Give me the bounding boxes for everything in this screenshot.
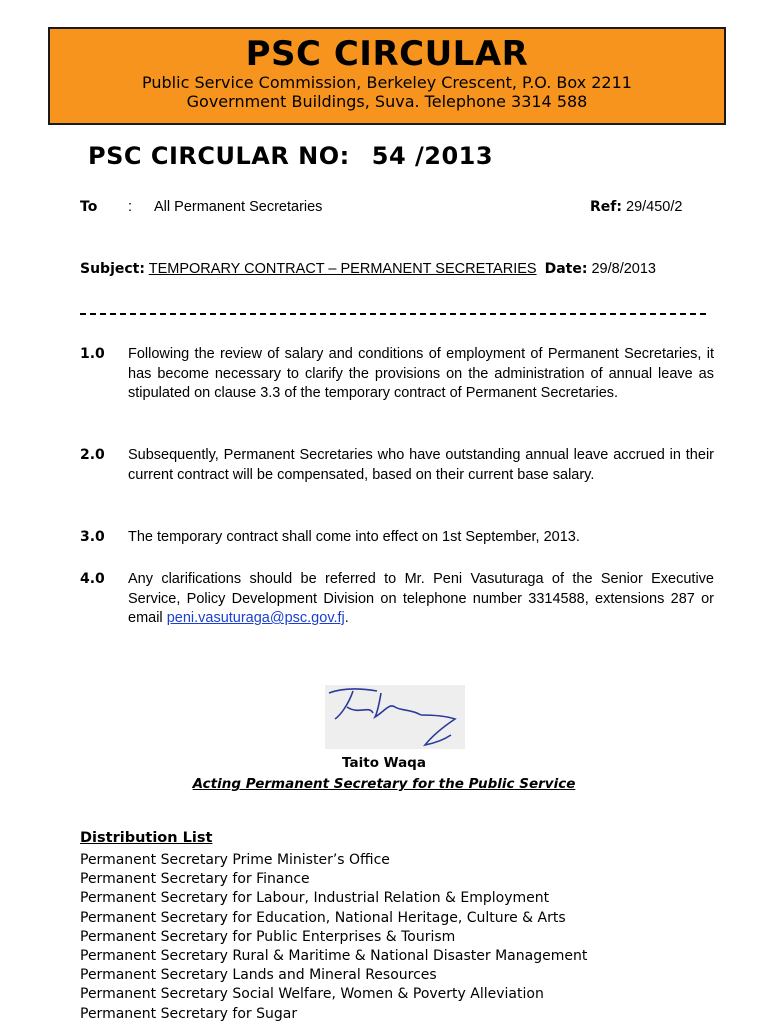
signature-scribble	[325, 685, 465, 749]
paragraph-text	[128, 570, 714, 629]
subject-value: TEMPORARY CONTRACT – PERMANENT SECRETARIES	[148, 261, 537, 277]
distribution-heading: Distribution List	[80, 830, 213, 846]
to-label: To	[80, 199, 98, 215]
email-link[interactable]: peni.vasuturaga@psc.gov.fj	[166, 610, 345, 626]
ref-label: Ref:	[590, 199, 622, 215]
paragraph-text-body: Any clarifications should be referred to Mr. Peni Vasuturaga of the Senior Executive Service, Policy Development Division on telephone number 3314588, extensions 287 or email	[128, 571, 714, 626]
to-row	[80, 199, 97, 215]
list-item: Permanent Secretary for Sugar	[80, 1005, 298, 1022]
paragraph-text-end: .	[344, 610, 349, 626]
list-item: Permanent Secretary Rural & Maritime & National Disaster Management	[80, 948, 588, 965]
paragraph-2	[80, 446, 714, 485]
circular-number-heading	[88, 142, 493, 170]
paragraph-4	[80, 570, 714, 629]
list-item: Permanent Secretary for Labour, Industrial Relation & Employment	[80, 890, 550, 907]
paragraph-text: The temporary contract shall come into effect on 1st September, 2013.	[128, 529, 580, 545]
list-item: Permanent Secretary for Finance	[80, 871, 310, 888]
list-item: Permanent Secretary for Public Enterprises & Tourism	[80, 928, 456, 945]
date-value: 29/8/2013	[591, 261, 656, 277]
to-colon: :	[128, 199, 133, 215]
paragraph-3	[80, 528, 714, 548]
list-item: Permanent Secretary for Education, National Heritage, Culture & Arts	[80, 909, 566, 926]
paragraph-text: Subsequently, Permanent Secretaries who have outstanding annual leave accrued in their current contract will be compensated, based on their current base salary.	[128, 447, 714, 483]
list-item: Permanent Secretary Social Welfare, Women & Poverty Alleviation	[80, 986, 544, 1003]
signer-name: Taito Waqa	[342, 755, 426, 771]
ref-field	[590, 199, 682, 215]
letterhead-address: Public Service Commission, Berkeley Crescent, P.O. Box 2211	[142, 73, 632, 92]
paragraph-number: 4.0	[80, 571, 105, 587]
paragraph-number: 2.0	[80, 447, 105, 463]
paragraph-number: 1.0	[80, 346, 105, 362]
circular-label: PSC CIRCULAR NO:	[88, 142, 350, 170]
distribution-list	[80, 851, 587, 1024]
paragraph-number: 3.0	[80, 529, 105, 545]
to-value: All Permanent Secretaries	[154, 199, 323, 215]
paragraph-1	[80, 345, 714, 404]
signer-title-wrapper	[0, 776, 768, 792]
circular-number: 54 /2013	[371, 142, 494, 170]
subject-row	[80, 261, 656, 277]
signer-title: Acting Permanent Secretary for the Public Service	[192, 776, 576, 792]
paragraph-text: Following the review of salary and conditions of employment of Permanent Secretaries, it has become necessary to clarify the provisions on the administration of annual leave as stipulated on clause 3.3 of the temporary contract of Permanent Secretaries.	[128, 346, 714, 401]
list-item: Permanent Secretary Lands and Mineral Resources	[80, 967, 437, 984]
letterhead	[48, 27, 726, 125]
signature-image	[325, 685, 465, 749]
subject-label: Subject:	[80, 261, 145, 277]
list-item: Permanent Secretary Prime Minister’s Office	[80, 852, 390, 868]
divider-line	[80, 313, 706, 315]
ref-value: 29/450/2	[626, 199, 683, 215]
letterhead-contact: Government Buildings, Suva. Telephone 3314 588	[186, 92, 588, 111]
letterhead-title: PSC CIRCULAR	[245, 34, 529, 74]
date-label: Date:	[544, 261, 588, 277]
